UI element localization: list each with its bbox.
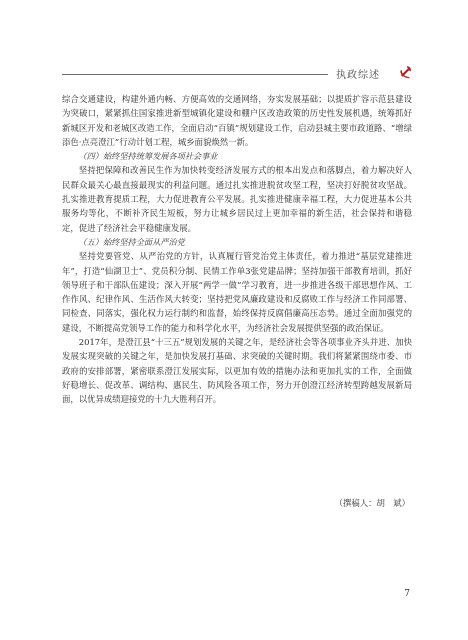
paragraph: 2017年，是澄江县“十三五”规划发展的关键之年，是经济社会等各项事业齐头并进、加快发展实现突破的关键之年，是加快发展打基础、求突破的关键时期。我们将紧紧围绕市委、市政府的安排部署，紧密联系澄江发展实际，以更加有效的措施办法和更加扎实的工作，全面做好稳增长、促改革、调结构、惠民生、防风险各项工作，努力开创澄江经济转型跨越发展新局面，以优异成绩迎接党的十九大胜利召开。 <box>62 337 412 405</box>
page-number: 7 <box>404 589 410 599</box>
paragraph: 坚持党要管党、从严治党的方针，认真履行管党治党主体责任，着力推进“基层党建推进年”，打造“仙湖卫士”、党员积分制、民情工作单3张党建品牌；坚持加强干部教育培训，抓好领导班子和干部队伍建设；深入开展“两学一做”学习教育，进一步推进各级干部思想作风、工作作风、纪律作风、生活作风大转变；坚持把党风廉政建设和反腐败工作与经济工作同部署、同检查、同落实，强化权力运行制约和监督，始终保持反腐倡廉高压态势。通过全面加强党的建设，不断提高党领导工作的能力和科学化水平，为经济社会发展提供坚强的政治保证。 <box>62 251 412 333</box>
header-rule <box>62 74 328 75</box>
running-header <box>62 64 412 82</box>
author-credit: （撰稿人：胡 斌） <box>334 498 410 508</box>
subheading: （五）始终坚持全面从严治党 <box>78 236 185 247</box>
section-title: 执政综述 <box>336 70 380 81</box>
subheading: （四）始终坚持统筹发展各项社会事业 <box>78 151 218 162</box>
party-emblem-icon <box>398 64 413 79</box>
article-body <box>62 92 412 407</box>
paragraph: 综合交通建设，构建外通内畅、方便高效的交通网络，夯实发展基础；以提质扩容示范县建设为突破口，紧紧抓住国家推进新型城镇化建设和棚户区改造政策的历史性发展机遇，统筹抓好新城区开发和老城区改造工作，全面启动“百镇”规划建设工作，启动县城主要市政道路、“增绿添色·点亮澄江”行动计划工程，城乡面貌焕然一新。 <box>62 94 412 147</box>
paragraph: 坚持把保障和改善民生作为加快转变经济发展方式的根本出发点和落脚点，着力解决好人民群众最关心最直接最现实的利益问题。通过扎实推进脱贫攻坚工程，坚决打好脱贫攻坚战。扎实推进教育提质工程，大力促进教育公平发展。扎实推进健康幸福工程，大力促进基本公共服务均等化，不断补齐民生短板，努力让城乡居民过上更加幸福的新生活，社会保持和谐稳定，促进了经济社会平稳健康发展。 <box>62 165 412 233</box>
